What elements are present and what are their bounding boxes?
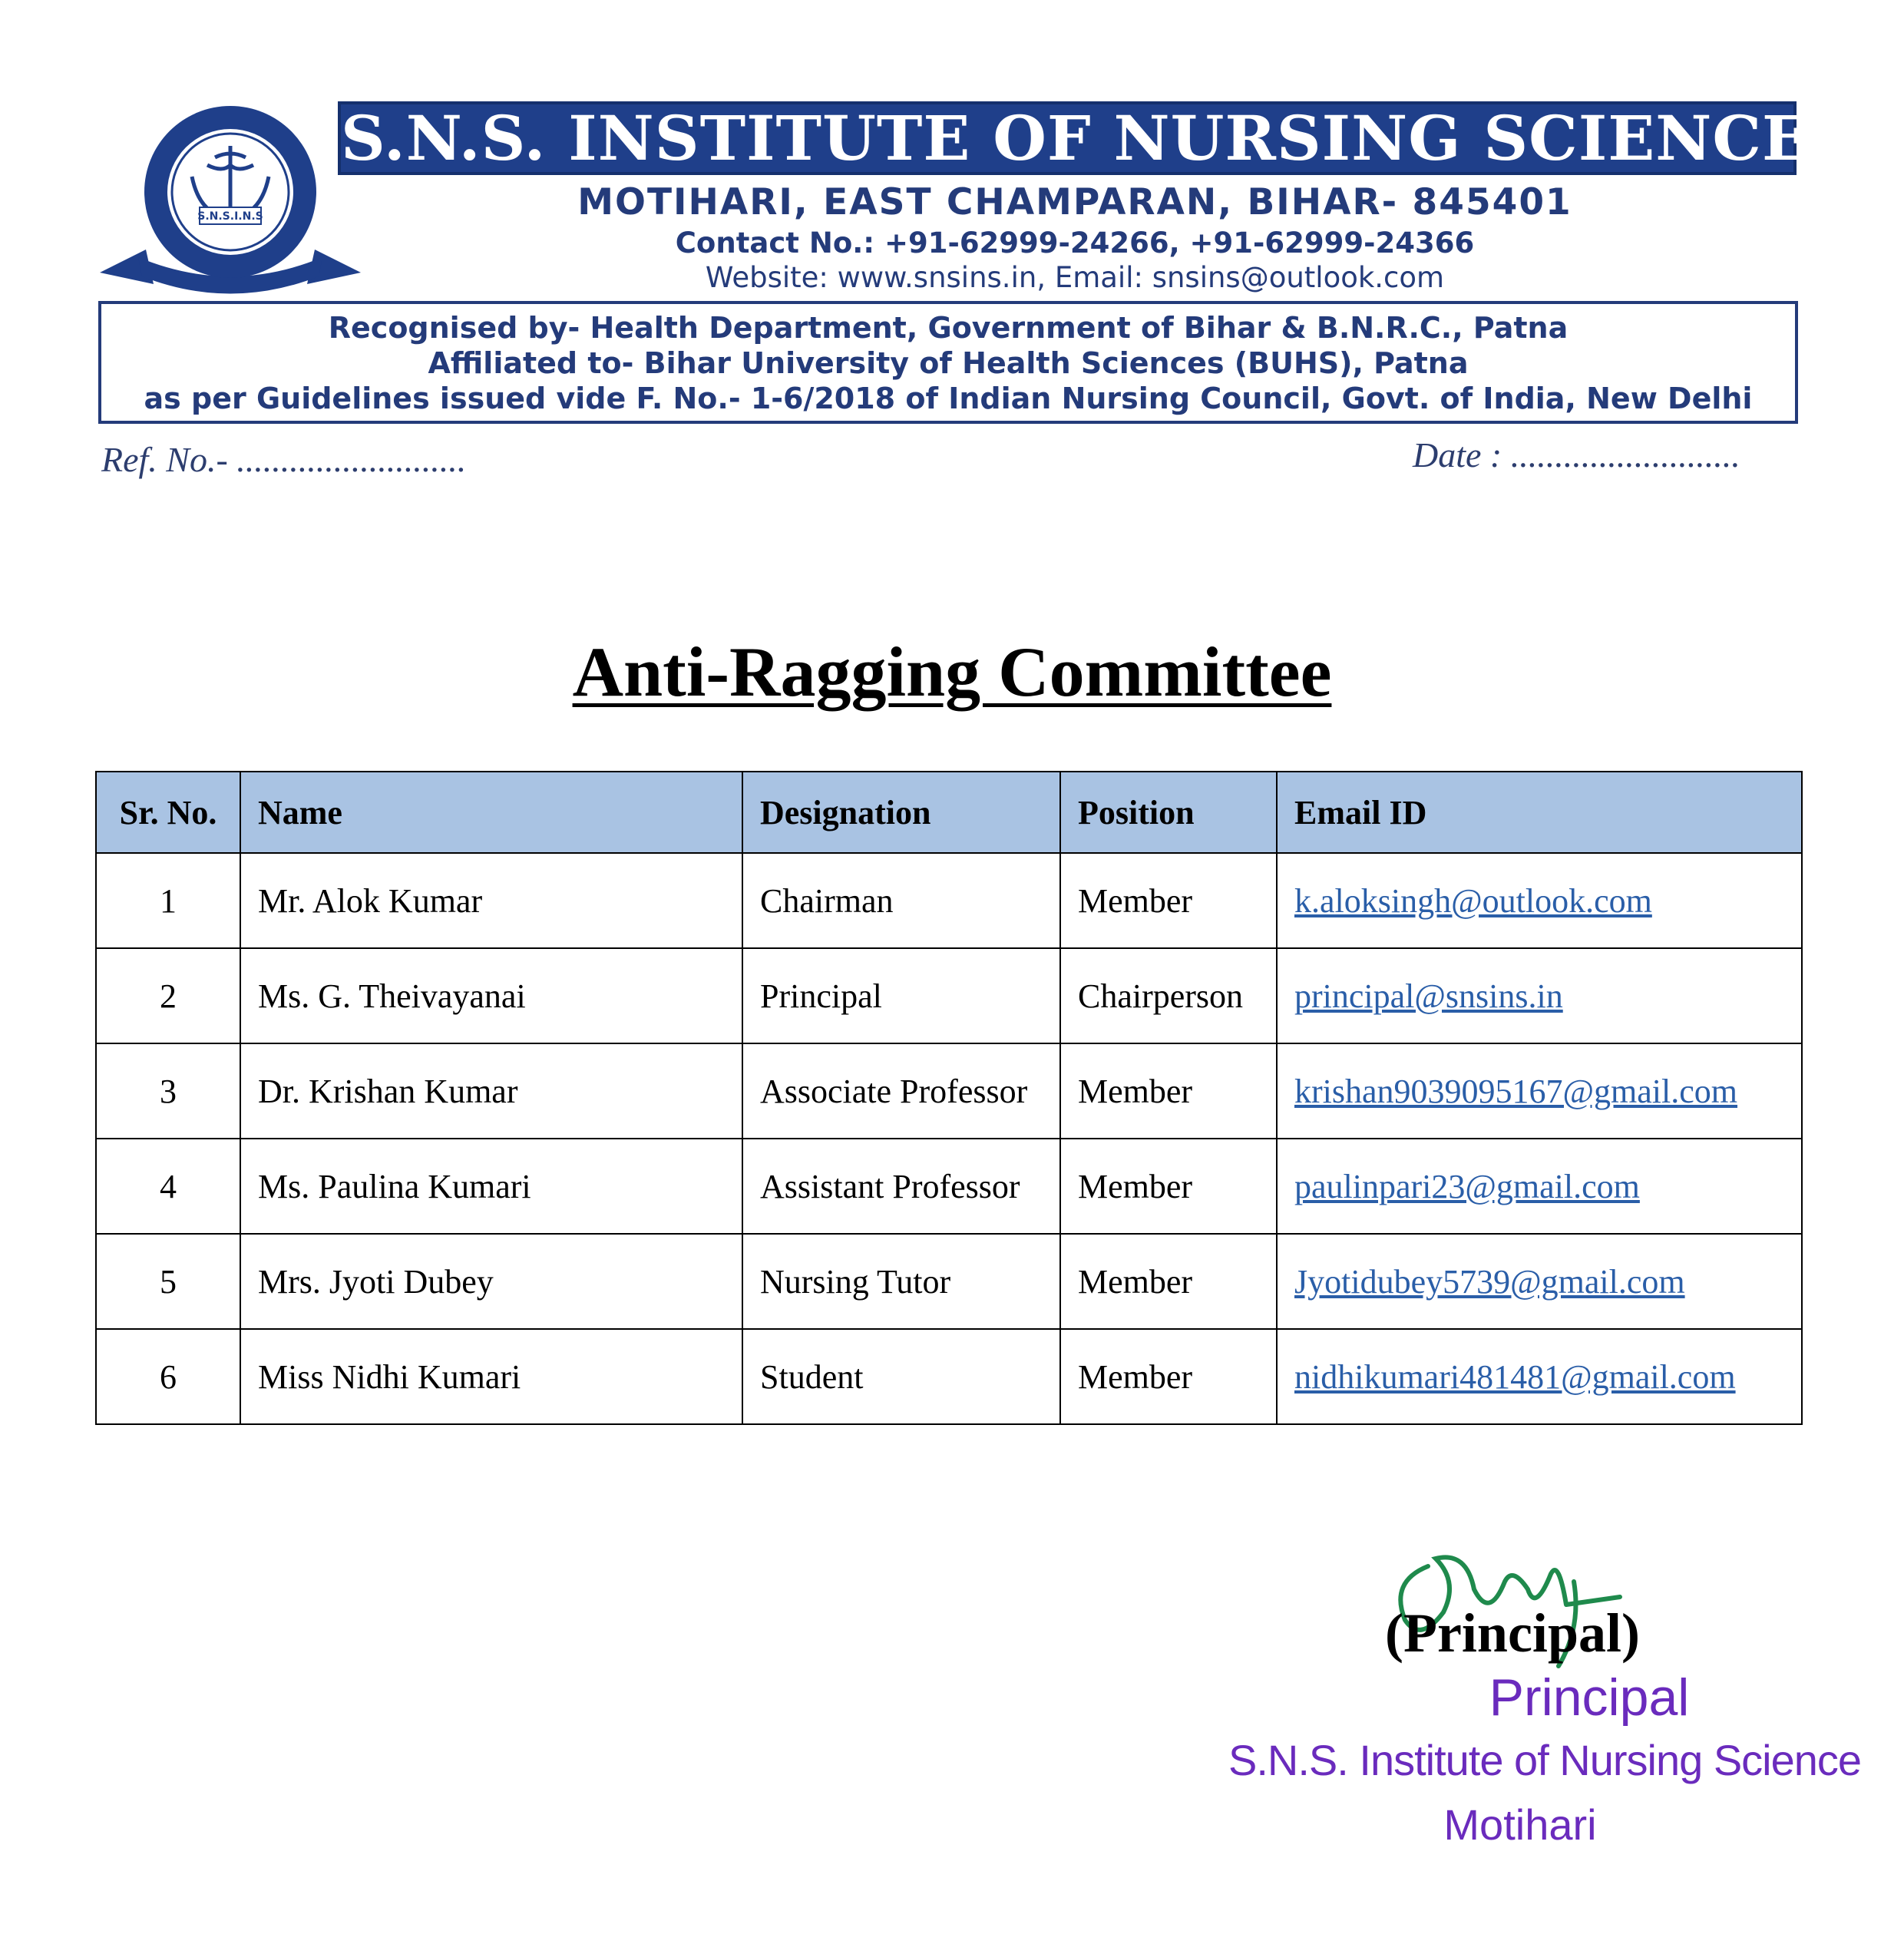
cell-name: Miss Nidhi Kumari xyxy=(240,1329,742,1424)
cell-sr-no: 3 xyxy=(96,1043,240,1139)
email-link[interactable]: principal@snsins.in xyxy=(1277,948,1802,1043)
stamp-institute: S.N.S. Institute of Nursing Science xyxy=(1228,1736,1862,1784)
cell-designation: Student xyxy=(742,1329,1060,1424)
header-position: Position xyxy=(1060,772,1277,853)
cell-sr-no: 6 xyxy=(96,1329,240,1424)
cell-sr-no: 4 xyxy=(96,1139,240,1234)
cell-position: Member xyxy=(1060,1139,1277,1234)
table-row xyxy=(96,1139,1802,1234)
email-link[interactable]: nidhikumari481481@gmail.com xyxy=(1277,1329,1802,1424)
email-link[interactable]: Jyotidubey5739@gmail.com xyxy=(1277,1234,1802,1329)
institute-address: MOTIHARI, EAST CHAMPARAN, BIHAR- 845401 xyxy=(577,181,1572,223)
recognition-line-1: Recognised by- Health Department, Government of Bihar & B.N.R.C., Patna xyxy=(328,311,1568,345)
stamp-title: Principal xyxy=(1489,1668,1690,1727)
cell-position: Member xyxy=(1060,1329,1277,1424)
date-field: Date : .......................... xyxy=(1413,435,1740,474)
document-title: Anti-Ragging Committee xyxy=(572,633,1332,711)
header-designation: Designation xyxy=(742,772,1060,853)
stamp-location: Motihari xyxy=(1443,1800,1597,1849)
recognition-line-3: as per Guidelines issued vide F. No.- 1-6/2018 of Indian Nursing Council, Govt. of India, New Delhi xyxy=(144,382,1753,415)
cell-designation: Principal xyxy=(742,948,1060,1043)
header-name: Name xyxy=(240,772,742,853)
header-email: Email ID xyxy=(1277,772,1802,853)
cell-name: Mr. Alok Kumar xyxy=(240,853,742,948)
cell-position: Chairperson xyxy=(1060,948,1277,1043)
cell-sr-no: 1 xyxy=(96,853,240,948)
cell-position: Member xyxy=(1060,1043,1277,1139)
cell-name: Mrs. Jyoti Dubey xyxy=(240,1234,742,1329)
cell-name: Ms. G. Theivayanai xyxy=(240,948,742,1043)
cell-designation: Assistant Professor xyxy=(742,1139,1060,1234)
principal-label: (Principal) xyxy=(1385,1602,1640,1664)
committee-table xyxy=(95,771,1803,1425)
recognition-line-2: Affiliated to- Bihar University of Health Sciences (BUHS), Patna xyxy=(428,346,1469,380)
cell-name: Dr. Krishan Kumar xyxy=(240,1043,742,1139)
website-email: Website: www.snsins.in, Email: snsins@outlook.com xyxy=(705,261,1445,294)
cell-position: Member xyxy=(1060,853,1277,948)
table-row xyxy=(96,853,1802,948)
cell-position: Member xyxy=(1060,1234,1277,1329)
institute-name-banner: S.N.S. INSTITUTE OF NURSING SCIENCE xyxy=(338,101,1797,175)
logo-text: S.N.S.I.N.S xyxy=(197,210,263,223)
table-row xyxy=(96,1043,1802,1139)
recognition-box xyxy=(98,301,1798,424)
cell-designation: Chairman xyxy=(742,853,1060,948)
table-row xyxy=(96,1329,1802,1424)
cell-sr-no: 2 xyxy=(96,948,240,1043)
email-link[interactable]: k.aloksingh@outlook.com xyxy=(1277,853,1802,948)
email-link[interactable]: krishan9039095167@gmail.com xyxy=(1277,1043,1802,1139)
header-sr-no: Sr. No. xyxy=(96,772,240,853)
institute-logo-icon xyxy=(92,92,369,299)
cell-designation: Nursing Tutor xyxy=(742,1234,1060,1329)
table-row xyxy=(96,1234,1802,1329)
table-header-row xyxy=(96,772,1802,853)
cell-designation: Associate Professor xyxy=(742,1043,1060,1139)
cell-sr-no: 5 xyxy=(96,1234,240,1329)
reference-number: Ref. No.- .......................... xyxy=(101,440,467,479)
table-row xyxy=(96,948,1802,1043)
email-link[interactable]: paulinpari23@gmail.com xyxy=(1277,1139,1802,1234)
contact-numbers: Contact No.: +91-62999-24266, +91-62999-24366 xyxy=(675,226,1475,260)
cell-name: Ms. Paulina Kumari xyxy=(240,1139,742,1234)
